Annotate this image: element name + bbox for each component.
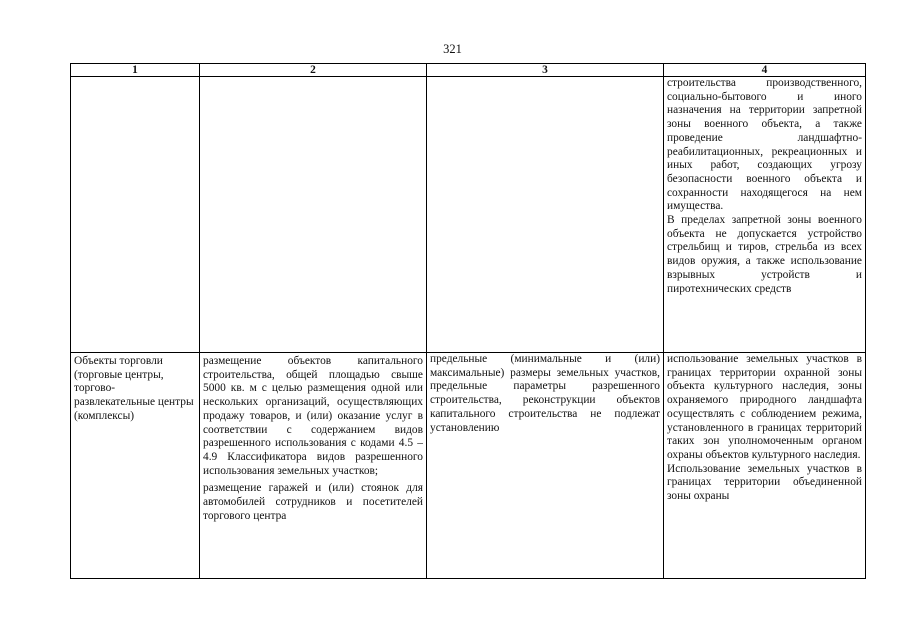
object-type-text: Объекты торговли (торговые центры, торгово-развлекательные центры (комплексы) [74,355,194,422]
restriction-paragraph: строительства производственного, социально-бытового и иного назначения на территории запретной зоны военного объекта, а также проведение ландшафтно-реабилитационных, рекреационных и иных работ, создающих угрозу безопасности военного объекта и сохранности находящегося на нем имущества. [667,77,862,213]
cell-restrictions [664,77,866,353]
column-header-1: 1 [71,64,200,77]
cell-limit-parameters [427,77,664,353]
table-row [71,77,866,353]
limit-parameters-text: предельные (минимальные и (или) максимальные) размеры земельных участков, предельные параметры разрешенного строительства, реконструкции объектов капитального строительства не подлежат установлению [430,353,660,434]
restriction-paragraph: использование земельных участков в границах территории охранной зоны объекта культурного наследия, зоны охраняемого природного ландшафта осуществлять с соблюдением режима, установленного в границах территорий таких зон уполномоченным органом охраны объектов культурного наследия. [667,353,862,461]
column-header-2: 2 [200,64,427,77]
column-header-4: 4 [664,64,866,77]
permitted-use-paragraph: размещение гаражей и (или) стоянок для автомобилей сотрудников и посетителей торгового центра [203,482,423,522]
cell-object-type [71,353,200,579]
table-row [71,353,866,579]
column-header-3: 3 [427,64,664,77]
cell-restrictions [664,353,866,579]
cell-limit-parameters [427,353,664,579]
page-number: 321 [443,42,462,56]
permitted-use-paragraph: размещение объектов капитального строительства, общей площадью свыше 5000 кв. м с целью размещения одной или нескольких организаций, осуществляющих продажу товаров, и (или) оказание услуг в соответствии с содержанием видов разрешенного использования с кодами 4.5 – 4.9 Классификатора видов разрешенного использования земельных участков; [203,355,423,477]
cell-permitted-use [200,77,427,353]
regulations-table [70,63,866,579]
table-header-row [71,64,866,77]
restriction-paragraph: Использование земельных участков в границах территории объединенной зоны охраны [667,462,862,503]
cell-permitted-use [200,353,427,579]
cell-object-type [71,77,200,353]
restriction-paragraph: В пределах запретной зоны военного объекта не допускается устройство стрельбищ и тиров, стрельба из всех видов оружия, а также использование взрывных устройств и пиротехнических средств [667,214,862,295]
